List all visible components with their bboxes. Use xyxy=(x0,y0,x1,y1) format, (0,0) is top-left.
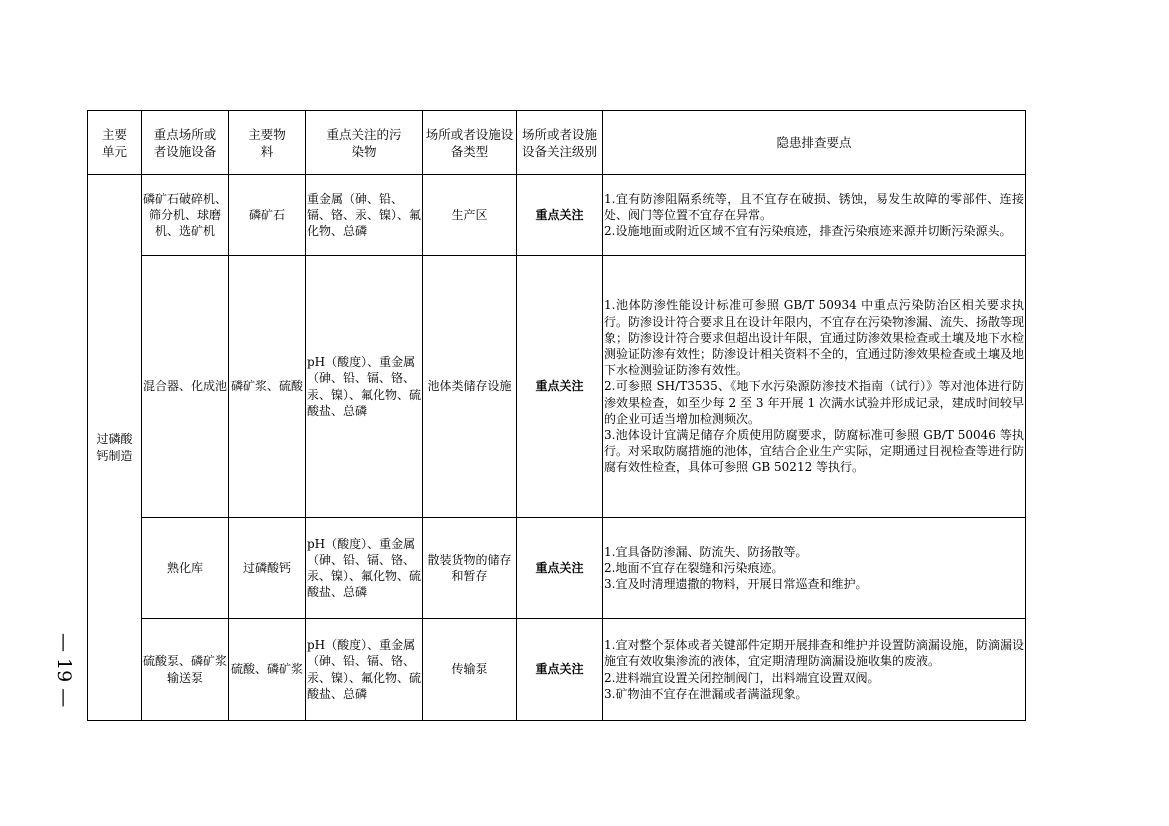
type-cell: 传输泵 xyxy=(423,619,517,721)
point-item: 2.设施地面或附近区域不宜有污染痕迹，排查污染痕迹来源并切断污染源头。 xyxy=(604,224,1012,239)
material-cell: 过磷酸钙 xyxy=(229,518,306,619)
type-cell: 池体类储存设施 xyxy=(423,256,517,518)
point-item: 3.宜及时清理遗撒的物料，开展日常巡查和维护。 xyxy=(604,577,868,592)
pollutants-cell: pH（酸度）、重金属（砷、铅、镉、铬、汞、镍）、氟化物、硫酸盐、总磷 xyxy=(306,619,423,721)
header-facility-type: 场所或者设施设备类型 xyxy=(423,111,517,175)
point-item: 1.宜对整个泵体或者关键部件定期开展排查和维护并设置防滴漏设施，防滴漏设施宜有效收集渗流的液体，宜定期清理防滴漏设施收集的废液。 xyxy=(604,638,1024,669)
page-number: — 19 — xyxy=(53,633,75,708)
header-inspection-points: 隐患排查要点 xyxy=(603,111,1026,175)
header-attention-level: 场所或者设施设备关注级别 xyxy=(517,111,603,175)
point-item: 3.矿物油不宜存在泄漏或者满溢现象。 xyxy=(604,686,808,701)
type-cell: 生产区 xyxy=(423,175,517,256)
header-main-unit: 主要单元 xyxy=(88,111,142,175)
level-cell: 重点关注 xyxy=(517,518,603,619)
header-material: 主要物料 xyxy=(229,111,306,175)
point-item: 3.池体设计宜满足储存介质使用防腐要求，防腐标准可参照 GB/T 50046 等执行。对采取防腐措施的池体，宜结合企业生产实际，定期通过目视检查等进行防腐有效性检查，具体可参照 GB 50212 等执行。 xyxy=(604,428,1025,475)
material-cell: 磷矿浆、硫酸 xyxy=(229,256,306,518)
main-unit-cell: 过磷酸钙制造 xyxy=(88,175,142,721)
point-item: 2.地面不宜存在裂缝和污染痕迹。 xyxy=(604,560,784,575)
level-cell: 重点关注 xyxy=(517,256,603,518)
points-cell xyxy=(603,518,1026,619)
table-row xyxy=(88,518,1026,619)
points-cell xyxy=(603,256,1026,518)
level-cell: 重点关注 xyxy=(517,175,603,256)
inspection-table xyxy=(87,110,1026,721)
pollutants-cell: pH（酸度）、重金属（砷、铅、镉、铬、汞、镍）、氟化物、硫酸盐、总磷 xyxy=(306,256,423,518)
header-facility: 重点场所或者设施设备 xyxy=(142,111,229,175)
header-pollutants: 重点关注的污染物 xyxy=(306,111,423,175)
pollutants-cell: 重金属（砷、铅、镉、铬、汞、镍）、氟化物、总磷 xyxy=(306,175,423,256)
point-item: 1.宜有防渗阻隔系统等，且不宜存在破损、锈蚀，易发生故障的零部件、连接处、阀门等位置不宜存在异常。 xyxy=(604,191,1024,222)
point-item: 2.进料端宜设置关闭控制阀门，出料端宜设置双阀。 xyxy=(604,670,880,685)
material-cell: 硫酸、磷矿浆 xyxy=(229,619,306,721)
points-cell xyxy=(603,619,1026,721)
point-item: 2.可参照 SH/T3535、《地下水污染源防渗技术指南（试行）》等对池体进行防渗效果检查，如至少每 2 至 3 年开展 1 次满水试验并形成记录，建成时间较早的企业可适当增加检测频次。 xyxy=(604,379,1024,426)
points-cell xyxy=(603,175,1026,256)
header-row xyxy=(88,111,1026,175)
point-item: 1.池体防渗性能设计标准可参照 GB/T 50934 中重点污染防治区相关要求执行。防渗设计符合要求且在设计年限内，不宜存在污染物渗漏、流失、扬散等现象；防渗设计符合要求但超出设计年限，宜通过防渗效果检查或土壤及地下水检测验证防渗有效性；防渗设计相关资料不全的，宜通过防渗效果检查或土壤及地下水检测验证防渗有效性。 xyxy=(604,298,1025,378)
facility-cell: 混合器、化成池 xyxy=(142,256,229,518)
type-cell: 散装货物的储存和暂存 xyxy=(423,518,517,619)
facility-cell: 磷矿石破碎机、筛分机、球磨机、选矿机 xyxy=(142,175,229,256)
point-item: 1.宜具备防渗漏、防流失、防扬散等。 xyxy=(604,544,808,559)
table-row xyxy=(88,619,1026,721)
pollutants-cell: pH（酸度）、重金属（砷、铅、镉、铬、汞、镍）、氟化物、硫酸盐、总磷 xyxy=(306,518,423,619)
material-cell: 磷矿石 xyxy=(229,175,306,256)
level-cell: 重点关注 xyxy=(517,619,603,721)
table-row xyxy=(88,175,1026,256)
table-row xyxy=(88,256,1026,518)
facility-cell: 硫酸泵、磷矿浆输送泵 xyxy=(142,619,229,721)
facility-cell: 熟化库 xyxy=(142,518,229,619)
